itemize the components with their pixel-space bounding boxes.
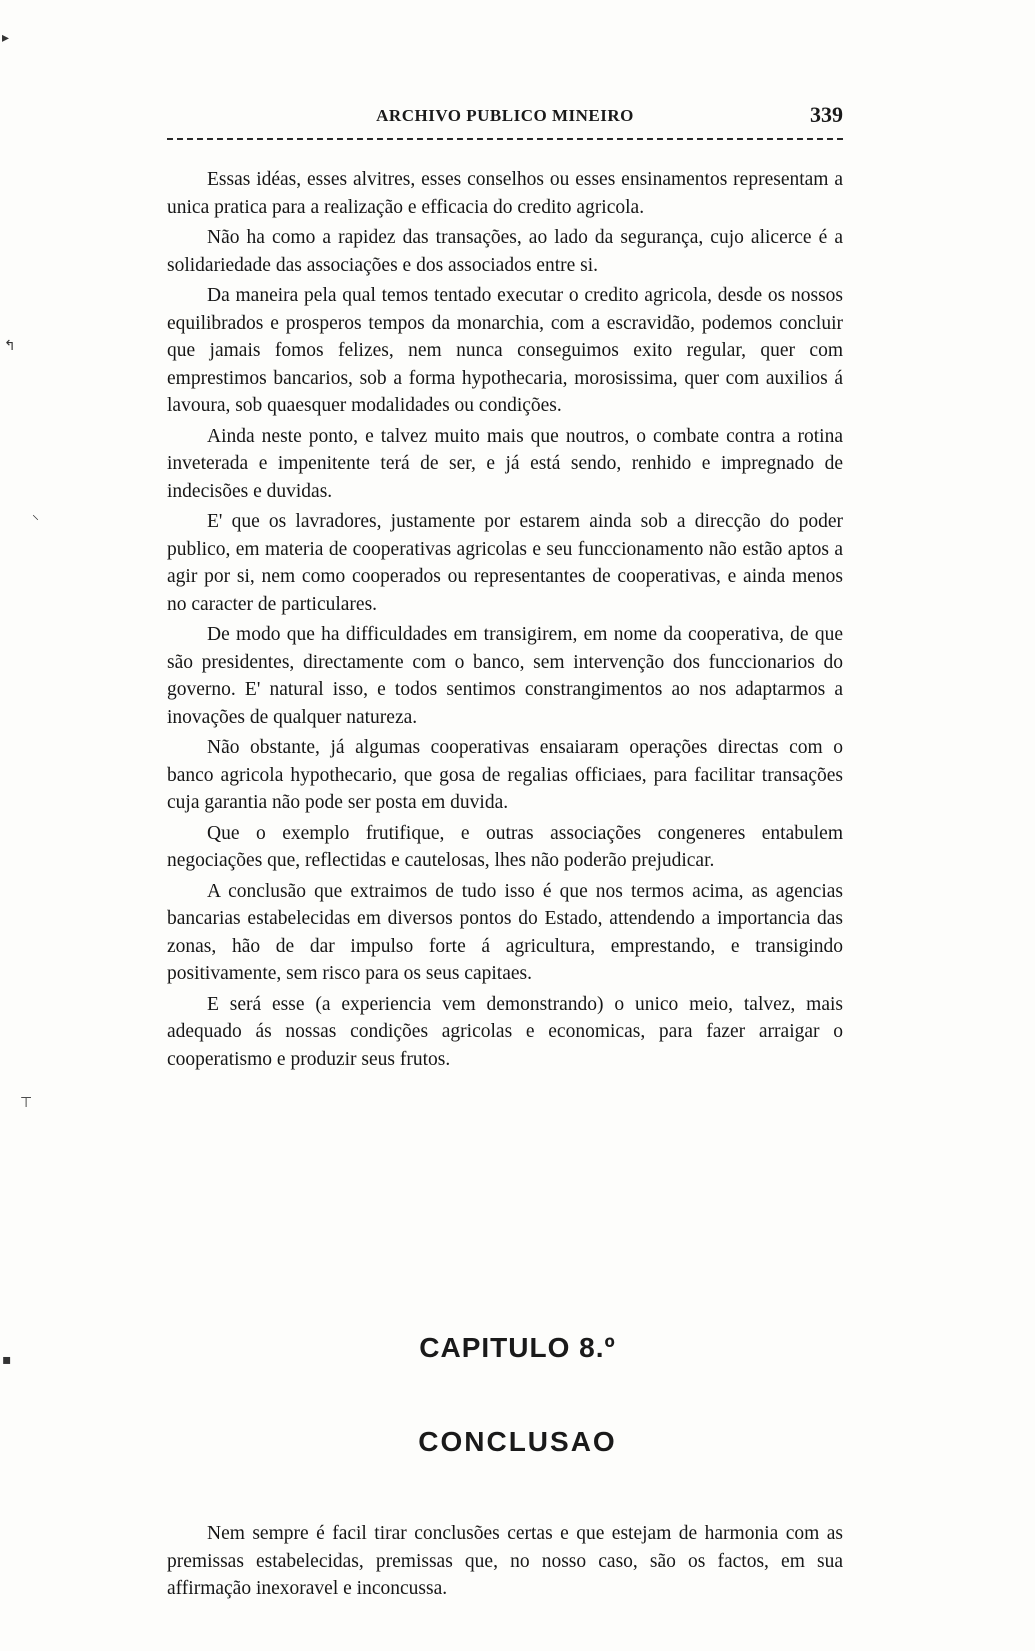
chapter-number: CAPITULO 8.º xyxy=(419,1332,616,1363)
paragraph: Não ha como a rapidez das transações, ao lado da segurança, cujo alicerce é a solidariedade das associações e dos associados entre si. xyxy=(167,227,843,276)
paragraph: Que o exemplo frutifique, e outras associações congeneres entabulem negociações que, reflectidas e cautelosas, lhes não poderão prejudicar. xyxy=(167,822,843,871)
paragraph: Essas idéas, esses alvitres, esses conselhos ou esses ensinamentos representam a unica pratica para a realização e efficacia do credito agricola. xyxy=(167,169,843,218)
paragraph: De modo que ha difficuldades em transigirem, em nome da cooperativa, de que são presidentes, directamente com o banco, sem intervenção dos funccionarios do governo. E' natural isso, e todos sentimos constrangimentos ao nos adaptarmos a inovações de qualquer natureza. xyxy=(167,624,843,728)
paragraph: Não obstante, já algumas cooperativas ensaiaram operações directas com o banco agricola hypothecario, que gosa de regalias officiaes, para facilitar transações cuja garantia não pode ser posta em duvida. xyxy=(167,737,843,813)
body-text xyxy=(167,166,843,1076)
paragraph: A conclusão que extraimos de tudo isso é que nos termos acima, as agencias bancarias estabelecidas em diversos pontos do Estado, attendendo a importancia das zonas, hão de dar impulso forte á agricultura, emprestando, e transigindo positivamente, sem risco para os seus capitaes. xyxy=(167,880,843,984)
margin-mark: ⊤ xyxy=(20,1095,33,1111)
running-header xyxy=(167,102,843,132)
margin-mark: ⸜ xyxy=(32,507,39,523)
paragraph: E será esse (a experiencia vem demonstrando) o unico meio, talvez, mais adequado ás nossas condições agricolas e economicas, para fazer arraigar o cooperatismo e produzir seus frutos. xyxy=(167,993,843,1070)
margin-mark: ▪ xyxy=(2,1352,12,1368)
header-rule xyxy=(167,138,843,140)
paragraph: Da maneira pela qual temos tentado executar o credito agricola, desde os nossos equilibrados e prosperos tempos da monarchia, com a escravidão, podemos concluir que jamais fomos felizes, nem nunca conseguimos exito regular, quer com emprestimos bancarios, sob a forma hypothecaria, morosissima, quer com auxilios á lavoura, sob quaesquer modalidades ou condições. xyxy=(167,285,843,416)
closing-text xyxy=(167,1520,843,1603)
margin-mark: ▸ xyxy=(2,30,10,46)
header-title: ARCHIVO PUBLICO MINEIRO xyxy=(376,106,634,125)
page-number: 339 xyxy=(810,102,843,127)
paragraph: Nem sempre é facil tirar conclusões certas e que estejam de harmonia com as premissas estabelecidas, premissas que, no nosso caso, são os factos, em sua affirmação inexoravel e inconcussa. xyxy=(167,1523,843,1599)
paragraph: Ainda neste ponto, e talvez muito mais que noutros, o combate contra a rotina inveterada e impenitente terá de ser, e já está sendo, renhido e impregnado de indecisões e duvidas. xyxy=(167,425,843,502)
chapter-title: CONCLUSAO xyxy=(418,1426,617,1457)
paragraph: E' que os lavradores, justamente por estarem ainda sob a direcção do poder publico, em materia de cooperativas agricolas e seu funccionamento não estão aptos a agir por si, nem como cooperados ou representantes de cooperativas, e ainda menos no caracter de particulares. xyxy=(167,511,843,615)
margin-mark: ↰ xyxy=(4,338,16,354)
